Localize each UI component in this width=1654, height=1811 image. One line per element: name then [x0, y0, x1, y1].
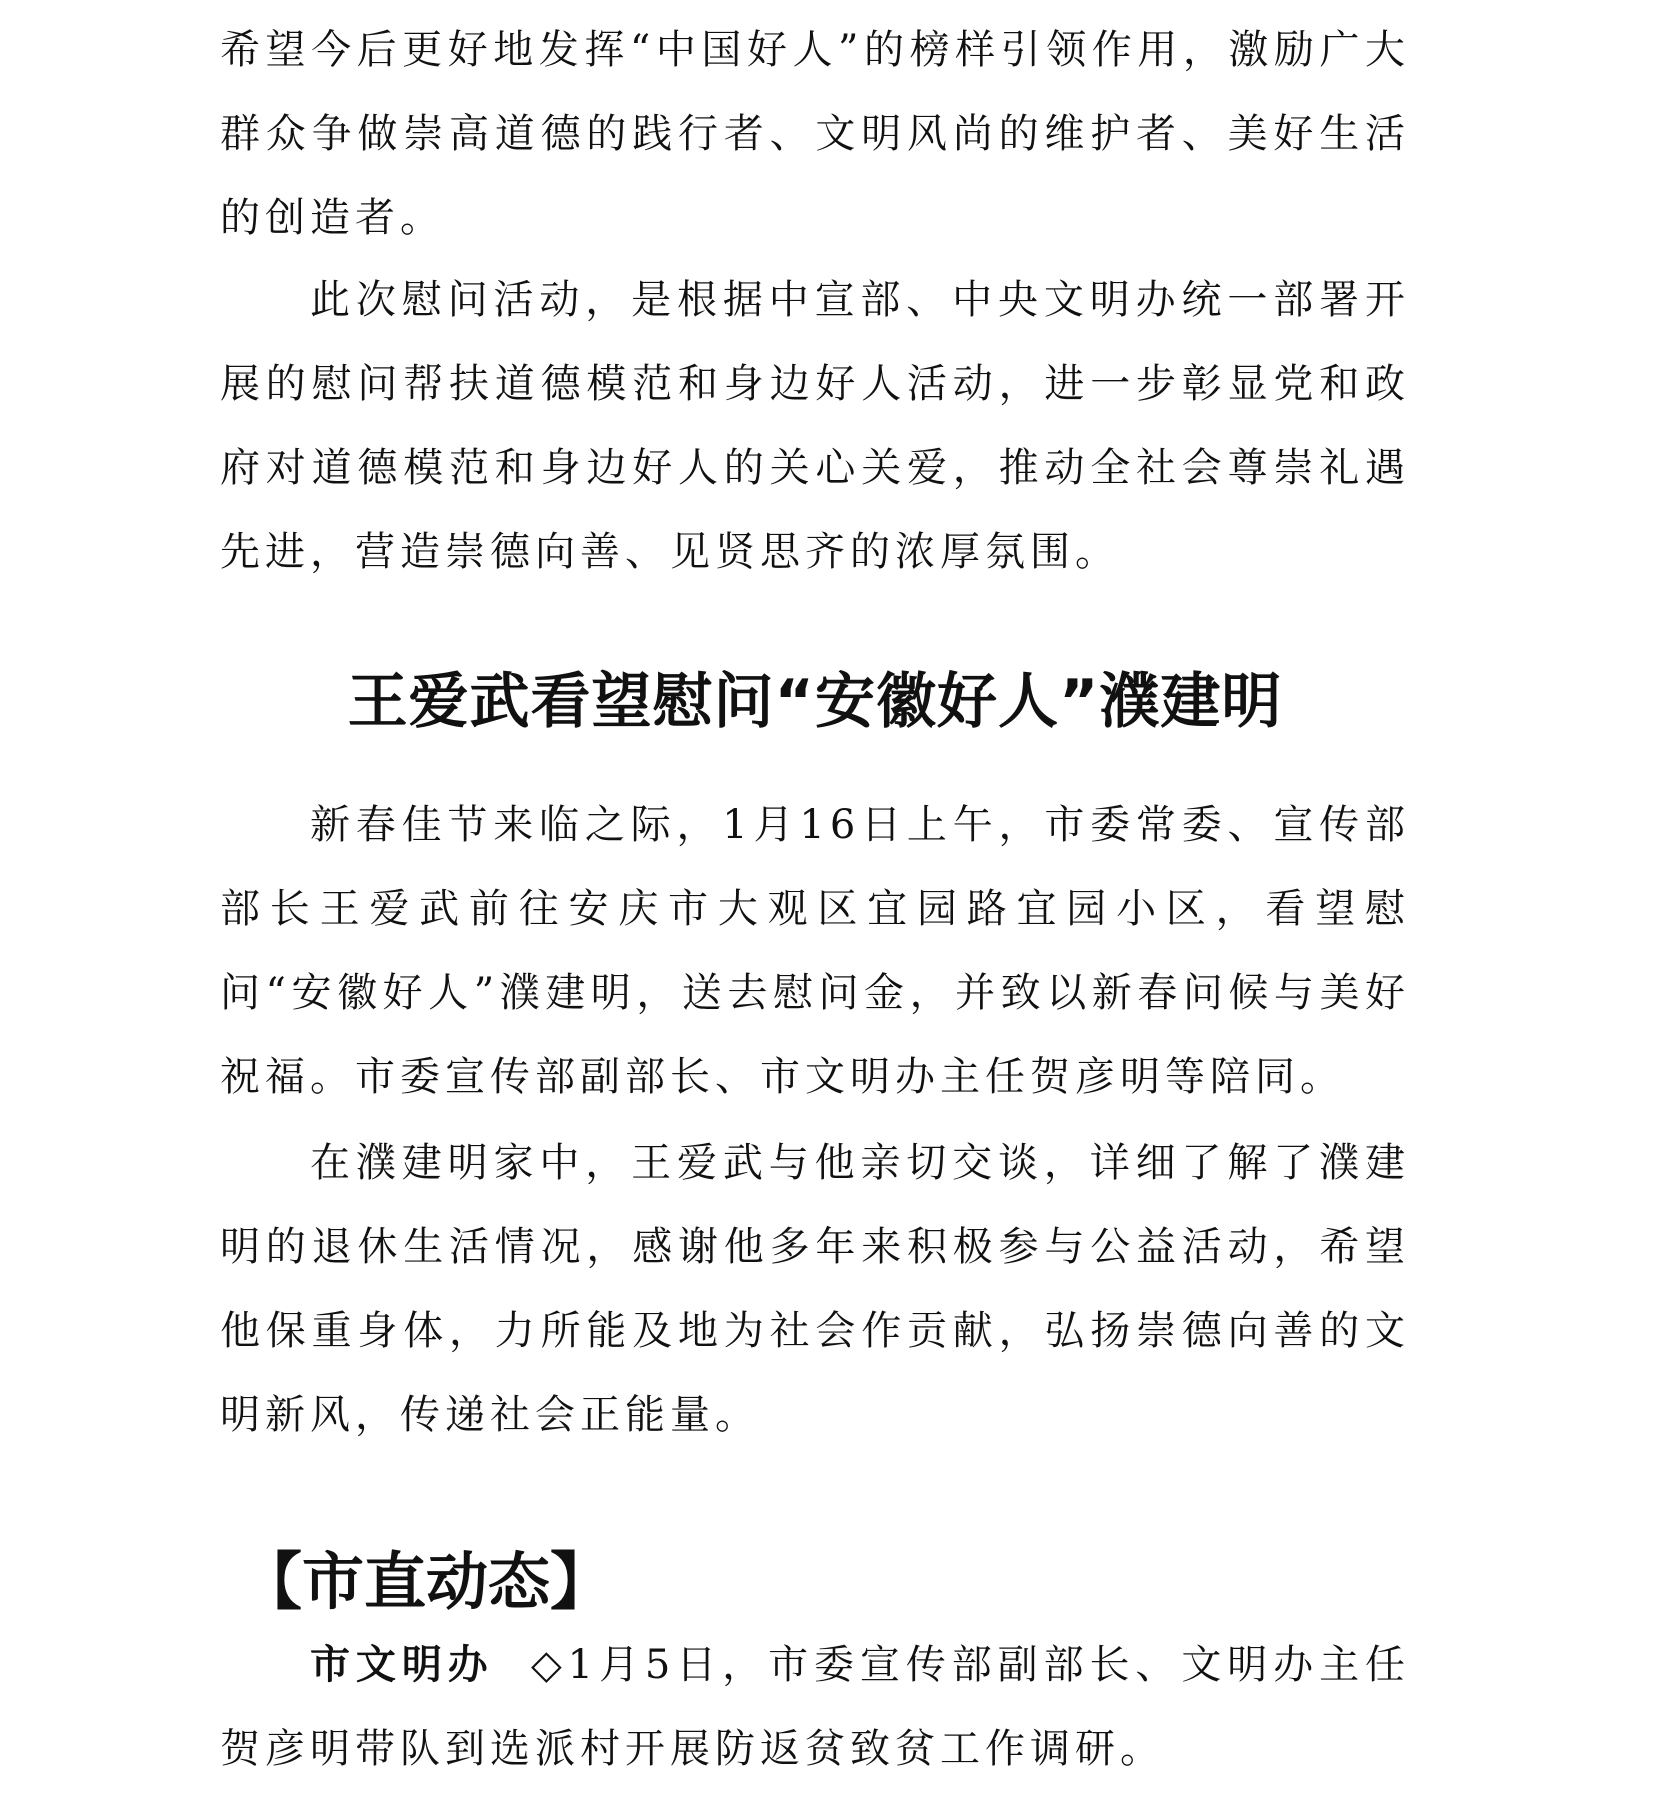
body-paragraph: 此次慰问活动，是根据中宣部、中央文明办统一部署开展的慰问帮扶道德模范和身边好人活动，进一步彰显党和政府对道德模范和身边好人的关心关爱，推动全社会尊崇礼遇先进，营造崇德向善、见贤思齐的浓厚氛围。 [220, 277, 1410, 575]
news-source-label: 市文明办 [310, 1641, 494, 1688]
body-paragraph: 新春佳节来临之际，1月16日上午，市委常委、宣传部部长王爱武前往安庆市大观区宜园路宜园小区，看望慰问“安徽好人”濮建明，送去慰问金，并致以新春问候与美好祝福。市委宣传部副部长、市文明办主任贺彦明等陪同。 [220, 802, 1410, 1100]
article-title: 王爱武看望慰问“安徽好人”濮建明 [347, 667, 1283, 737]
news-item [220, 1623, 1410, 1791]
body-paragraph: 希望今后更好地发挥“中国好人”的榜样引领作用，激励广大群众争做崇高道德的践行者、文明风尚的维护者、美好生活的创造者。 [220, 27, 1410, 241]
section-heading: 【市直动态】 [240, 1545, 613, 1618]
body-paragraph: 在濮建明家中，王爱武与他亲切交谈，详细了解了濮建明的退休生活情况，感谢他多年来积极参与公益活动，希望他保重身体，力所能及地为社会作贡献，弘扬崇德向善的文明新风，传递社会正能量。 [220, 1140, 1410, 1438]
news-text: ◇1月5日，市委宣传部副部长、文明办主任贺彦明带队到选派村开展防返贫致贫工作调研。 [220, 1642, 1410, 1772]
news-spacer [494, 1642, 531, 1688]
